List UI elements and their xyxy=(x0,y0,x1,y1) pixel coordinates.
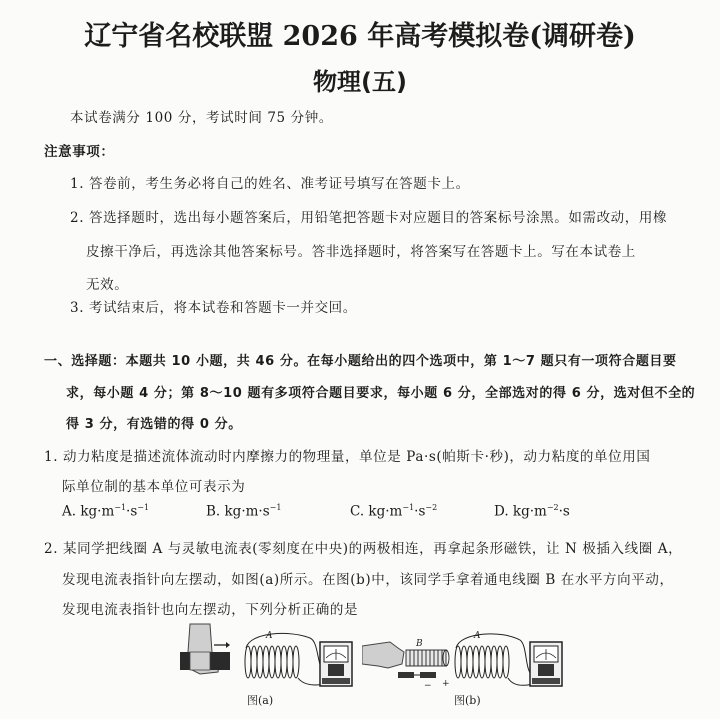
notice-item-1: 1. 答卷前，考生务必将自己的姓名、准考证号填写在答题卡上。 xyxy=(70,176,470,192)
question-2-text-cont: 发现电流表指针向左摆动，如图(a)所示。在图(b)中，该同学手拿着通电线圈 B 在水平方向平动， xyxy=(62,572,674,588)
figure-a xyxy=(170,622,360,707)
question-1-text: 1. 动力粘度是描述流体流动时内摩擦力的物理量，单位是 Pa·s(帕斯卡·秒)，动力粘度的单位用国 xyxy=(44,449,651,465)
notice-item-2: 2. 答选择题时，选出每小题答案后，用铅笔把答题卡对应题目的答案标号涂黑。如需改动，用橡 xyxy=(70,210,668,226)
section-1-heading: 一、选择题：本题共 10 小题，共 46 分。在每小题给出的四个选项中，第 1～7 题只有一项符合题目要 xyxy=(44,354,677,369)
svg-text:B: B xyxy=(416,639,423,649)
figure-b xyxy=(362,622,567,707)
notice-item-3: 3. 考试结束后，将本试卷和答题卡一并交回。 xyxy=(70,300,357,316)
exam-title: 辽宁省名校联盟 2026 年高考模拟卷(调研卷) xyxy=(84,21,636,52)
figure-b-caption: 图(b) xyxy=(454,694,481,707)
score-time-text: 本试卷满分 100 分，考试时间 75 分钟。 xyxy=(70,110,333,126)
question-2-text: 2. 某同学把线圈 A 与灵敏电流表(零刻度在中央)的两极相连，再拿起条形磁铁，让 N 极插入线圈 A， xyxy=(44,541,683,557)
svg-text:A: A xyxy=(474,631,481,641)
notice-heading: 注意事项： xyxy=(44,144,115,160)
question-1-option-a: A. $kg\cdot m^{-1}\cdot s^{-1}$ xyxy=(62,503,150,520)
question-1-option-b: B. $kg\cdot m\cdot s^{-1}$ xyxy=(206,503,282,520)
svg-text:A: A xyxy=(266,631,273,641)
exam-subject: 物理(五) xyxy=(313,68,407,96)
section-1-heading-cont: 求，每小题 4 分；第 8～10 题有多项符合题目要求，每小题 6 分，全部选对的得 6 分，选对但不全的 xyxy=(66,386,696,401)
question-1-text-cont: 际单位制的基本单位可表示为 xyxy=(62,479,246,495)
question-1-option-c: C. $kg\cdot m^{-1}\cdot s^{-2}$ xyxy=(350,503,438,520)
question-1-option-d: D. $kg\cdot m^{-2}\cdot s$ xyxy=(494,503,570,520)
notice-item-2-cont2: 无效。 xyxy=(86,277,129,293)
section-1-heading-cont2: 得 3 分，有选错的得 0 分。 xyxy=(66,417,242,432)
svg-text:+: + xyxy=(442,679,450,689)
notice-item-2-cont: 皮擦干净后，再选涂其他答案标号。答非选择题时，将答案写在答题卡上。写在本试卷上 xyxy=(86,244,636,260)
question-2-text-cont2: 发现电流表指针也向左摆动，下列分析正确的是 xyxy=(62,602,359,618)
svg-text:−: − xyxy=(424,681,432,691)
figure-a-caption: 图(a) xyxy=(247,694,274,707)
